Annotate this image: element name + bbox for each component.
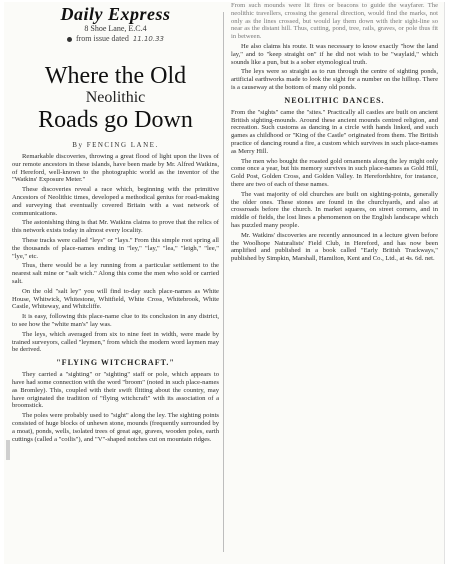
- paragraph: They carried a "sighting" or "sighting" staff or pole, which appears to have had some connection with the word "broom" (noted in such place-names as Bromley). This, coupled with their swift flitting about the country, may have originated the tradition of "flying witchcraft" with its association of a broomstick.: [12, 371, 219, 410]
- paragraph: These discoveries reveal a race which, beginning with the primitive Ancestors of Neolithic times, developed a methodical genius for road-making and surveying that eventually covered Britain with a vast network of communications.: [12, 186, 219, 217]
- headline: [12, 64, 219, 133]
- paragraph: It is easy, following this place-name clue to its conclusion in any district, to see how the "white man's" lay was.: [12, 313, 219, 328]
- subhead-flying-witchcraft: "FLYING WITCHCRAFT.": [56, 358, 175, 368]
- paragraph: He also claims his route. It was necessary to know exactly "how the land lay," and to "keep straight on" if he did not wish to be "waylaid," which sounds like a pun, but is a sober etymological truth.: [231, 42, 438, 66]
- headline-line-2: Neolithic: [85, 89, 146, 106]
- article-body-left: [12, 153, 219, 354]
- bullet-icon: [67, 37, 72, 42]
- masthead: [12, 2, 219, 48]
- column-rule: [223, 12, 224, 552]
- paragraph: On the old "salt ley" you will find to-day such place-names as White House, Whitwick, Whitestone, Whitfield, White Cross, Whitebrook, White Castle, Whiteway, and Whitcliffe.: [12, 287, 219, 311]
- newspaper-clipping: [4, 2, 445, 564]
- scan-edge-mark: [6, 440, 10, 460]
- paragraph: These tracks were called "leys" or "lays." From this simple root spring all the thousands of place-names ending in "ley," "lay," "lea," "leigh," "lee," "lye," etc.: [12, 236, 219, 260]
- paragraph: Remarkable discoveries, throwing a great flood of light upon the lives of our remote ancestors in these islands, have been made by Mr. Alfred Watkins, of Hereford, well-known to the photographic world as the inventor of the "Watkins' Exposure Meter.": [12, 153, 219, 184]
- paragraph: From such mounds were lit fires or beacons to guide the wayfarer. The neolithic travellers, crossing the general direction, would find the marks, not only as the lines crossed, but would lay them down with their sight-line so near as the distant hill. Thus, cutting, pond, tree, rails, graves, or pole thus fit in between.: [231, 2, 438, 41]
- issue-line: [12, 34, 219, 43]
- paragraph: The astonishing thing is that Mr. Watkins claims to prove that the relics of this network exists today in almost every locality.: [12, 219, 219, 235]
- right-column: [231, 2, 438, 265]
- headline-line-1: Where the Old: [44, 63, 187, 89]
- handwritten-date: 11.10.33: [132, 35, 165, 43]
- paragraph: Mr. Watkins' discoveries are recently announced in a lecture given before the Woolhope Naturalists' Field Club, in Hereford, and has now been amplified and published in a book called "Early British Trackways," published by Simpkin, Marshall, Hamilton, Kent and Co., Ltd., at 4s. 6d. net.: [231, 231, 438, 263]
- article-body-left-2: [12, 371, 219, 443]
- subhead-neolithic-dances: NEOLITHIC DANCES.: [284, 95, 385, 105]
- paragraph: The men who bought the roasted gold ornaments along the ley might only come once a year, but his memory survives in such place-names as Gold Hill, Gold Post, Golden Cross, and Golden Valley. In Herefordshire, for instance, there are two of each of these names.: [231, 157, 438, 188]
- byline: By FENCING LANE.: [72, 141, 159, 149]
- paragraph: Thus, there would be a ley running from a particular settlement to the nearest salt mine or "salt wich." Along this come the men who sold or carried salt.: [12, 262, 219, 285]
- paragraph: The leys, which averaged from six to nine feet in width, were made by trained surveyors, called "leymen," from which the modern word laymen may be derived.: [12, 330, 219, 354]
- article-body-right-2: [231, 109, 438, 263]
- paper-name: Daily Express: [60, 4, 171, 24]
- paragraph: The vast majority of old churches are built on sighting-points, generally the older ones. These stones are found in the churchyards, and also at crossroads before the church. In market squares, on street corners, and in middle of fields, the lost lines a phenomenon on the English landscape which has puzzled many people.: [231, 190, 438, 229]
- paragraph: The leys were so straight as to run through the centre of sighting ponds, artificial earthworks made to look the sight for a number on the hilltop. There is a causeway at the bottom of many old ponds.: [231, 68, 438, 91]
- paragraph: From the "sights" came the "sites." Practically all castles are built on ancient British sighting-mounds. Around these ancient mounds centred religion, and recreation. Such customs as dancing in a circle with hands linked, and such games as childhood or "King of the Castle" originated from them. The British practice of dancing round a fire, a custom which survives in such place-names as Merry Hill.: [231, 108, 438, 155]
- left-column: [12, 2, 219, 445]
- headline-line-3: Roads go Down: [38, 107, 193, 133]
- issue-label: from issue dated: [75, 34, 129, 43]
- article-body-right: [231, 2, 438, 92]
- paper-address: 8 Shoe Lane, E.C.4: [84, 24, 147, 33]
- paragraph: The poles were probably used to "sight" along the ley. The sighting points consisted of huge blocks of unhewn stone, mounds (frequently surrounded by a moat), ponds, wells, isolated trees of great age, graves, wooden poles, earth cuttings (called a "coilis"), and "V"-shaped notches cut on mountain ridges.: [12, 412, 219, 443]
